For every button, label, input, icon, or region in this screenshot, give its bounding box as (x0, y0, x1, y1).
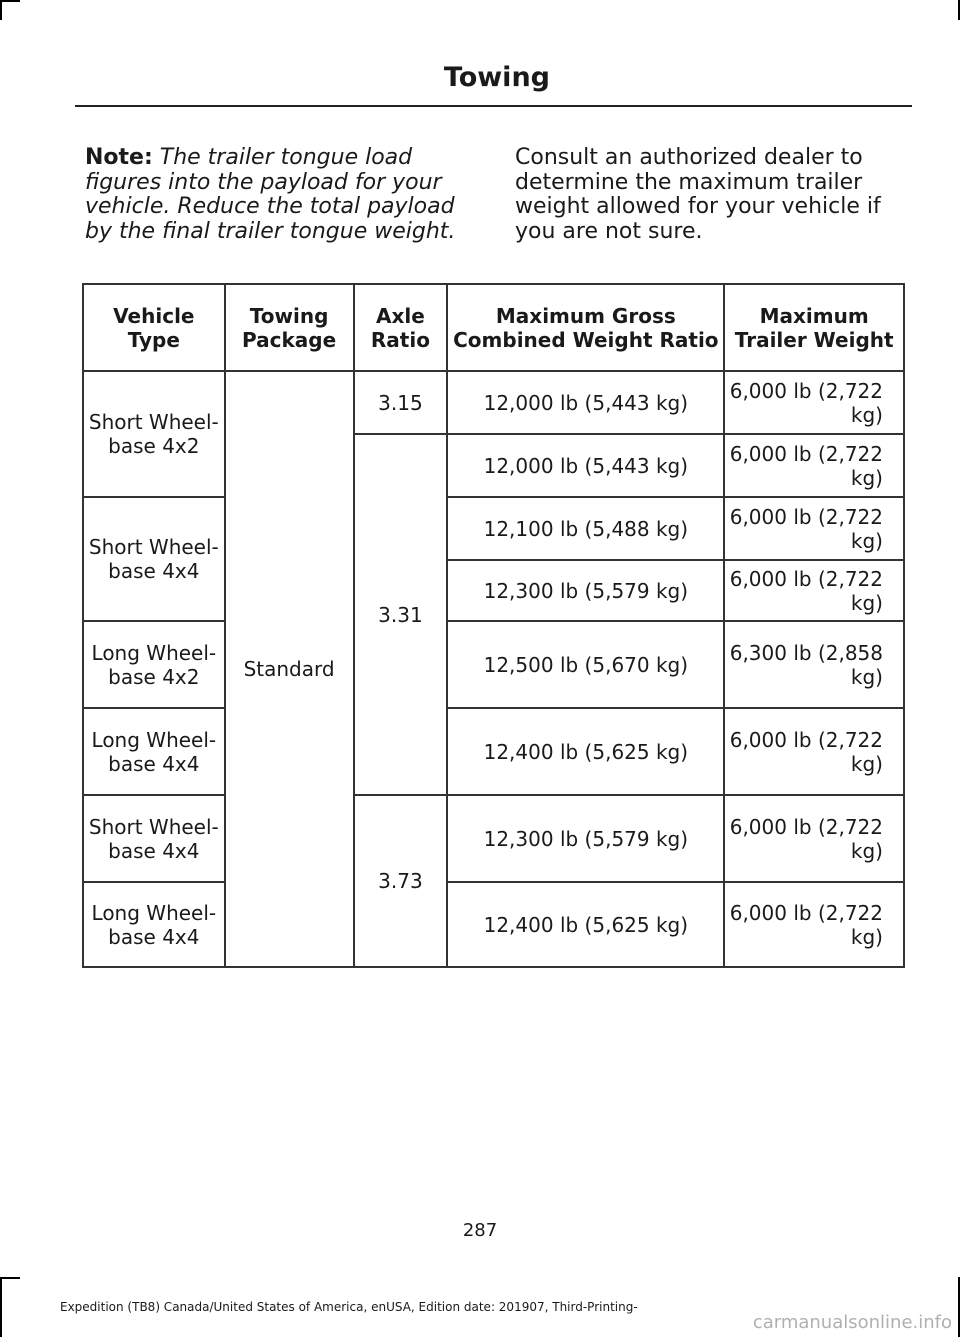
gcwr-cell: 12,000 lb (5,443 kg) (447, 371, 724, 434)
table-row (83, 708, 904, 795)
trailer-weight-cell: 6,000 lb (2,722 kg) (724, 708, 904, 795)
table-row (83, 795, 904, 882)
note-paragraph (85, 146, 485, 244)
header-vehicle-type: Vehicle Type (83, 284, 225, 371)
axle-ratio-cell: 3.31 (354, 434, 448, 795)
crop-mark (0, 0, 2, 20)
trailer-weight-cell: 6,000 lb (2,722 kg) (724, 371, 904, 434)
header-towing-package: Towing Package (225, 284, 354, 371)
trailer-weight-cell: 6,000 lb (2,722 kg) (724, 882, 904, 967)
consult-paragraph: Consult an authorized dealer to determine the maximum trailer weight allowed for your vehicle if you are not sure. (515, 145, 881, 244)
page-number: 287 (462, 1220, 498, 1241)
vehicle-type-cell: Long Wheel-base 4x2 (83, 621, 225, 708)
trailer-weight-cell: 6,000 lb (2,722 kg) (724, 560, 904, 621)
towing-package-cell: Standard (225, 371, 354, 967)
gcwr-cell: 12,100 lb (5,488 kg) (447, 497, 724, 560)
note-label: Note: (85, 145, 153, 170)
header-gcwr: Maximum Gross Combined Weight Ratio (447, 284, 724, 371)
header-divider (75, 105, 912, 107)
table-header-row (83, 284, 904, 371)
crop-mark (0, 1277, 20, 1279)
footer-text: Expedition (TB8) Canada/United States of America, enUSA, Edition date: 201907, Third-Printing- (60, 1300, 638, 1314)
table-row (83, 621, 904, 708)
gcwr-cell: 12,400 lb (5,625 kg) (447, 882, 724, 967)
trailer-weight-cell: 6,000 lb (2,722 kg) (724, 434, 904, 497)
trailer-weight-cell: 6,300 lb (2,858 kg) (724, 621, 904, 708)
axle-ratio-cell: 3.15 (354, 371, 448, 434)
axle-ratio-cell: 3.73 (354, 795, 448, 967)
crop-mark (0, 0, 20, 2)
header-axle-ratio: Axle Ratio (354, 284, 448, 371)
gcwr-cell: 12,300 lb (5,579 kg) (447, 560, 724, 621)
table-row (83, 882, 904, 967)
gcwr-cell: 12,500 lb (5,670 kg) (447, 621, 724, 708)
crop-mark (0, 1277, 2, 1337)
vehicle-type-cell: Long Wheel-base 4x4 (83, 708, 225, 795)
table-row (83, 497, 904, 560)
gcwr-cell: 12,300 lb (5,579 kg) (447, 795, 724, 882)
vehicle-type-cell: Long Wheel-base 4x4 (83, 882, 225, 967)
gcwr-cell: 12,000 lb (5,443 kg) (447, 434, 724, 497)
vehicle-type-cell: Short Wheel-base 4x4 (83, 795, 225, 882)
watermark[interactable]: carmanualsonline.info (752, 1312, 952, 1333)
page-title: Towing (443, 62, 550, 93)
vehicle-type-cell: Short Wheel-base 4x2 (83, 371, 225, 497)
vehicle-type-cell: Short Wheel-base 4x4 (83, 497, 225, 621)
table-row (83, 371, 904, 434)
trailer-weight-cell: 6,000 lb (2,722 kg) (724, 497, 904, 560)
header-trailer-weight: Maximum Trailer Weight (724, 284, 904, 371)
gcwr-cell: 12,400 lb (5,625 kg) (447, 708, 724, 795)
note-text: The trailer tongue load figures into the payload for your vehicle. Reduce the total payload by the final trailer tongue weight. (85, 145, 456, 244)
trailer-weight-cell: 6,000 lb (2,722 kg) (724, 795, 904, 882)
towing-table (82, 283, 905, 968)
